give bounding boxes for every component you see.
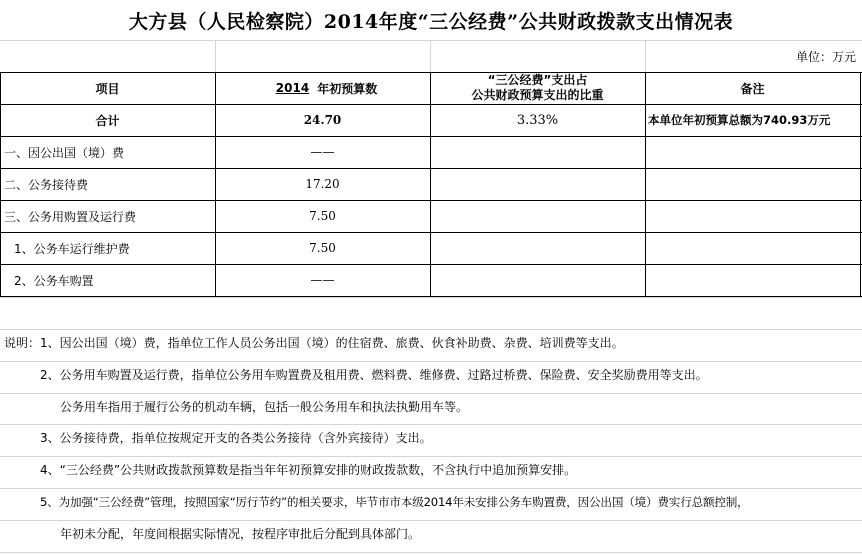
note-line: 说明：1、因公出国（境）费，指单位工作人员公务出国（境）的住宿费、旅费、伙食补助费、杂费、培训费等支出。 — [4, 336, 624, 350]
note-line: 年初未分配，年度间根据实际情况，按程序审批后分配到具体部门。 — [60, 527, 421, 541]
grid-line — [0, 552, 862, 553]
row-total-ratio: 3.33% — [516, 112, 559, 128]
header-budget-label: 年初预算数 — [317, 81, 378, 96]
header-budget — [215, 72, 430, 104]
grid-line — [215, 40, 216, 72]
header-item: 项目 — [95, 81, 120, 96]
note-line: 2、公务用车购置及运行费，指单位公务用车购置费及租用费、燃料费、维修费、过路过桥费、保险费、安全奖励费用等支出。 — [40, 368, 708, 382]
header-ratio — [430, 72, 645, 104]
grid-line — [430, 40, 431, 72]
table-row-amount: 7.50 — [309, 209, 336, 223]
note-line: 公务用车指用于履行公务的机动车辆，包括一般公务用车和执法执勤用车等。 — [60, 400, 469, 414]
table-row-label: 二、公务接待费 — [4, 177, 89, 192]
table-border — [0, 296, 862, 297]
note-line: 4、“三公经费”公共财政拨款预算数是指当年年初预算安排的财政拨款数，不含执行中追加预算安排。 — [40, 463, 577, 477]
row-total-label: 合计 — [95, 113, 120, 128]
header-ratio-line1: “三公经费”支出占 — [487, 73, 588, 87]
header-remark: 备注 — [740, 81, 765, 96]
grid-line — [645, 40, 646, 72]
grid-line — [0, 297, 862, 298]
row-total-note: 本单位年初预算总额为740.93万元 — [648, 113, 831, 127]
table-row-label: 三、公务用购置及运行费 — [4, 209, 137, 224]
table-row-amount: 7.50 — [309, 241, 336, 255]
note-line: 3、公务接待费，指单位按规定开支的各类公务接待（含外宾接待）支出。 — [40, 431, 432, 445]
header-ratio-line2: 公共财政预算支出的比重 — [471, 88, 604, 102]
table-row-label: 一、因公出国（境）费 — [4, 145, 125, 160]
note-line: 5、为加强“三公经费”管理，按照国家“厉行节约”的相关要求，毕节市市本级2014年未安排公务车购置费，因公出国（境）费实行总额控制， — [40, 495, 749, 509]
row-total-amount: 24.70 — [303, 113, 342, 127]
table-border — [860, 72, 861, 297]
table-row-amount: 17.20 — [305, 177, 340, 191]
unit-label: 单位：万元 — [795, 50, 856, 64]
header-budget-year: 2014 — [275, 81, 310, 95]
grid-line — [0, 40, 862, 41]
table-row-amount: —— — [310, 145, 335, 159]
table-row-label: 1、公务车运行维护费 — [14, 241, 130, 256]
table-row-label: 2、公务车购置 — [14, 273, 94, 288]
page-title: 大方县（人民检察院）2014年度“三公经费”公共财政拨款支出情况表 — [128, 11, 734, 33]
table-row-amount: —— — [310, 273, 335, 287]
